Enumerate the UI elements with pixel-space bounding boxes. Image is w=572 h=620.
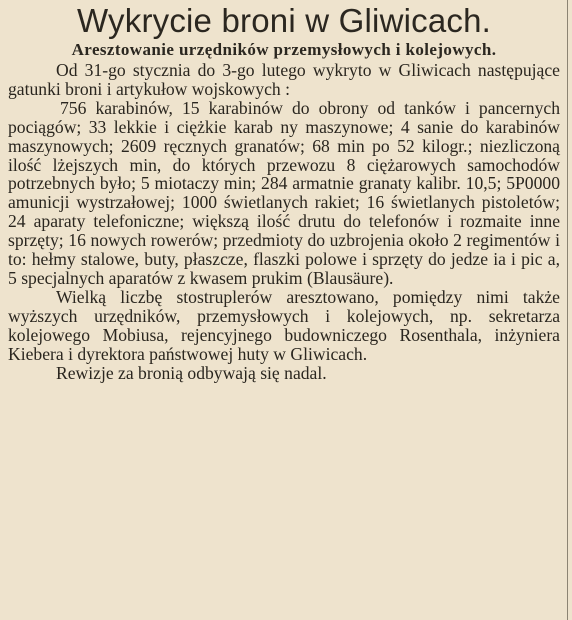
article-paragraph-arrests: Wielką liczbę stostruplerów aresztowano, pomiędzy nimi także wyższych urzędników, przemysłowych i kolejowych, np. sekretarza kolejowego Mobiusa, rejencyjnego budowniczego Rosenthala, inżyniera Kiebera i dyrektora państwowej huty w Gliwicach. bbox=[8, 286, 560, 364]
article-paragraph-closing: Rewizje za bronią odbywają się nadal. bbox=[56, 362, 327, 383]
article-headline: Wykrycie broni w Gliwicach. bbox=[76, 2, 492, 39]
article-body bbox=[8, 61, 560, 382]
article-paragraph-weapons-list: 756 karabinów, 15 karabinów do obrony od tanków i pancernych pociągów; 33 lekkie i ciężkie karab ny maszynowe; 4 sanie do karabinów maszynowych; 2609 ręcznych granatów; 68 min po 52 kilogr.; niezliczoną ilość lżejszych min, do których przewozu 8 ciężarowych samochodów potrzebnych było; 5 miotaczy min; 284 armatnie granaty kalibr. 10,5; 5P0000 amunicji wystrzałowej; 1000 świetlanych rakiet; 16 świetlanych pistoletów; 24 aparaty telefoniczne; większą ilość drutu do telefonów i rozmaite inne sprzęty; 16 nowych rowerów; przedmioty do uzbrojenia około 2 regimentów i to: hełmy stalowe, buty, płaszcze, flaszki polowe i sprzęty do jedze ia i pic a, 5 specjalnych aparatów z kwasem prukim (Blausäure). bbox=[8, 97, 560, 288]
article-subheadline: Aresztowanie urzędników przemysłowych i kolejowych. bbox=[71, 40, 497, 59]
article-paragraph-intro: Od 31-go stycznia do 3-go lutego wykryto w Gliwicach następujące gatunki broni i artykułow wojskowych : bbox=[8, 60, 560, 99]
column-rule bbox=[567, 0, 568, 620]
